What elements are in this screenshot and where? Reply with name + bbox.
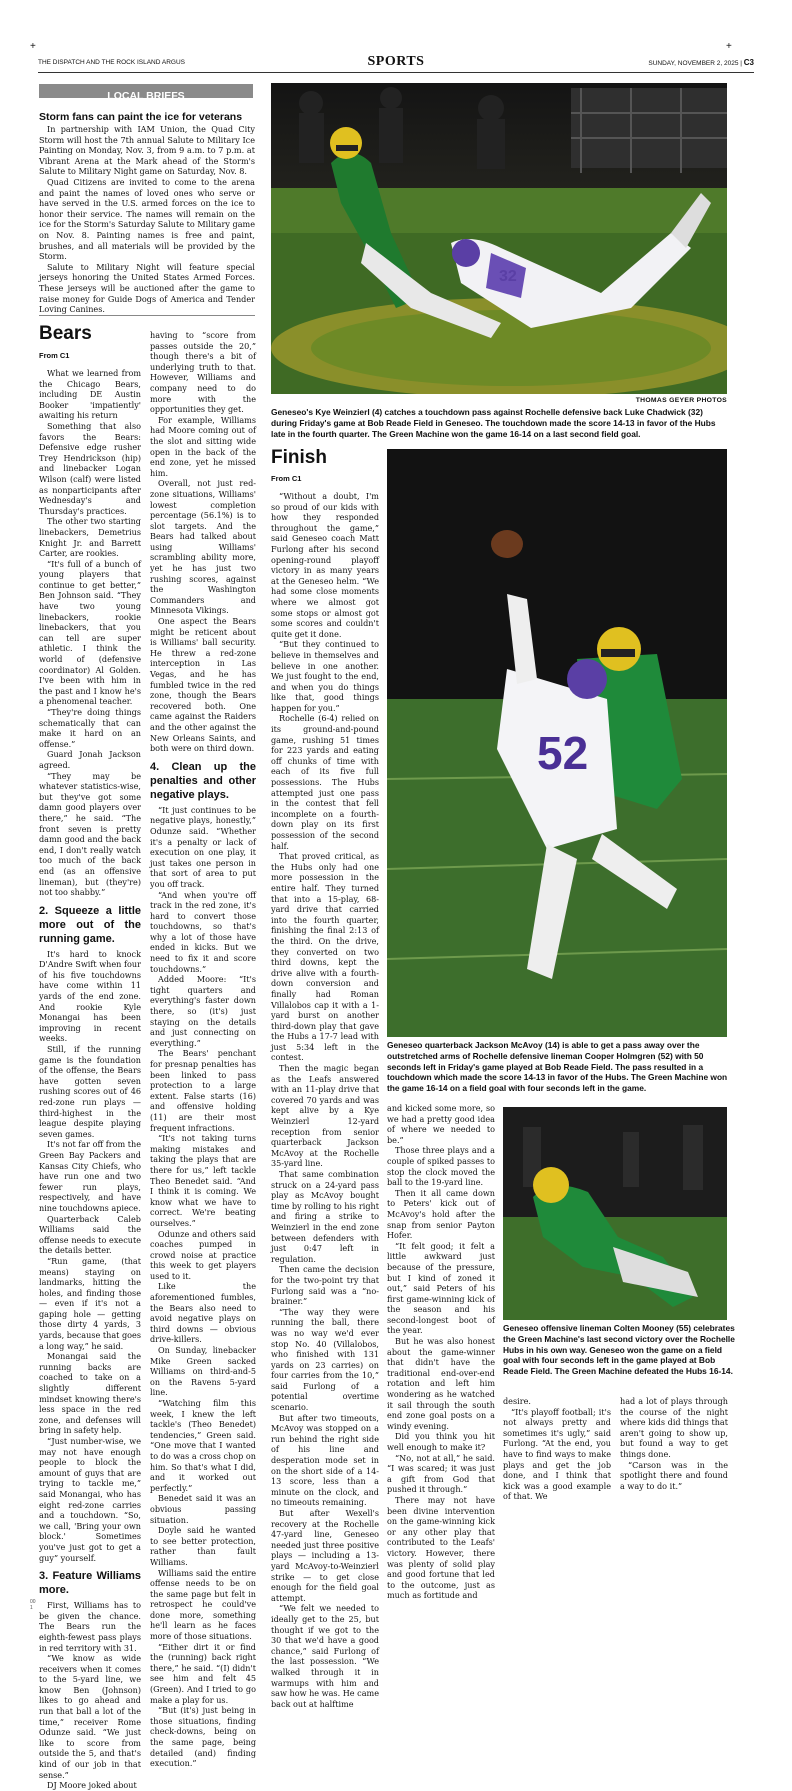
photo-touchdown-catch — [271, 83, 727, 394]
paragraph: Quarterback Caleb Williams said the offense needs to execute the details better. — [39, 1213, 141, 1256]
briefs-paragraph: Quad Citizens are invited to come to the arena and paint the names of loved ones who serve or have served in the U.S. armed forces on the ice to honor their service. The names will remain on the ice for the Storm's Saturday Salute to Military game on Nov. 8. Painting names is free and paint, brushes, and all materials will be provided by the Storm. — [39, 176, 255, 262]
paragraph: “But (it's) just being in those situations, finding check-downs, being on the same page, being detailed (and) finding execution.” — [150, 1705, 256, 1769]
paragraph: Overall, not just red-zone situations, Williams' lowest completion percentage (56.1%) is to slot targets. And the Bears had talked about using Williams' scrambling ability more, yet he has just two rushing scores, against the Washington Commanders and Minnesota Vikings. — [150, 478, 256, 616]
touchdown-catch-image — [271, 83, 727, 394]
paragraph: The Bears' penchant for presnap penalties has been linked to pass protection to a large extent. False starts (16) and offensive holding (11) are their most frequent infractions. — [150, 1048, 256, 1133]
paragraph: That proved critical, as the Hubs only had one more possession in the entire half. They turned that into a 15-play, 68-yard drive that carried into the fourth quarter, finishing the final 2:13 of the third. On the drive, they converted on two third downs, kept the drive alive with a fourth-down conversion and finally had Roman Villalobos cap it with a 1-yard burst on another third-down play that gave the Hubs a 17-7 lead with just 5:34 left in the contest. — [271, 851, 379, 1063]
paragraph: Doyle said he wanted to see better protection, rather than fault Williams. — [150, 1525, 256, 1567]
defender-jersey-number: 32 — [499, 268, 517, 285]
paragraph: Like the aforementioned fumbles, the Bears also need to avoid negative plays on third downs — obvious drive-killers. — [150, 1281, 256, 1345]
paragraph: What we learned from the Chicago Bears, including DE Austin Booker 'impatiently' awaiting his return — [39, 368, 141, 421]
paragraph: But after two timeouts, McAvoy was stopped on a run behind the right side of his line and desperation mode set in on the short side of a 14-13 score, less than a minute on the clock, and no timeouts remaining. — [271, 1412, 379, 1508]
paragraph: Then it all came down to Peters' kick out of McAvoy's hold after the snap from senior Payton Hofer. — [387, 1187, 495, 1241]
section-title: SPORTS — [367, 54, 425, 69]
football-icon — [491, 530, 523, 558]
paragraph: Added Moore: “It's tight quarters and everything's faster down there, so (it's) just staying on the details and just connecting on everything.” — [150, 974, 256, 1048]
paragraph: Williams said the entire offense needs to be on the same page but felt in retrospect he could've done more, something he'll learn as he faces more of those situations. — [150, 1567, 256, 1642]
finish-headline: Finish — [271, 447, 327, 468]
finish-column-4 — [620, 1396, 728, 1491]
photo-lineman-celebration — [503, 1107, 727, 1320]
publication-name: THE DISPATCH AND THE ROCK ISLAND ARGUS — [38, 59, 185, 66]
paragraph: “They're doing things schematically that can make it hard on an offense.” — [39, 707, 141, 749]
bears-headline: Bears — [39, 323, 92, 344]
paragraph: It's hard to knock D'Andre Swift when four of his five touchdowns have come within 11 yards of the end zone. And rookie Kyle Monangai has been improving in recent weeks. — [39, 948, 141, 1044]
finish-column-2 — [387, 1103, 495, 1601]
crop-mark-right: + — [726, 41, 732, 52]
page-date: SUNDAY, NOVEMBER 2, 2025 — [648, 60, 739, 67]
page-date-block — [648, 58, 754, 67]
paragraph: Monangai said the running backs are coached to take on a slightly different mindset knowing there's less space in the red zone, and defenses will bring in safety help. — [39, 1351, 141, 1436]
paragraph: “Watching film this week, I knew the left tackle's (Theo Benedet) tendencies,” Green said. “One move that I wanted to do was a cross chop on him. So that's what I did, and it worked out perfectly.” — [150, 1398, 256, 1493]
paragraph: “No, not at all,” he said. “I was scared; it was just a gift from God that pushed it through.” — [387, 1452, 495, 1495]
paragraph: But after Wexell's recovery at the Rochelle 47-yard line, Geneseo needed just three positive plays — including a 13-yard McAvoy-to-Weinzierl strike — to get close enough for the field goal attempt. — [271, 1508, 379, 1603]
finish-column-3 — [503, 1396, 611, 1502]
paragraph: First, Williams has to be given the chance. The Bears run the eighth-fewest pass plays in red territory with 31. — [39, 1600, 141, 1653]
paragraph: having to “score from passes outside the 20,” though there's a bit of underlying truth to that. However, Williams and company need to do more with the opportunities they get. — [150, 330, 256, 415]
briefs-body — [39, 124, 255, 315]
paragraph: and kicked some more, so we had a pretty good idea of where we needed to be.” — [387, 1103, 495, 1145]
paragraph: Did you think you hit well enough to make it? — [387, 1431, 495, 1452]
header-rule — [38, 72, 754, 73]
paragraph: “It felt good; it felt a little awkward just because of the pressure, but I kind of zoned it out,” said Peters of his first game-winning kick of the season and his second-longest boot of the year. — [387, 1240, 495, 1336]
page-header — [38, 54, 754, 72]
briefs-banner — [39, 84, 253, 102]
bears-column-2 — [150, 330, 256, 1769]
paragraph: “Without a doubt, I'm so proud of our kids with how they responded throughout the game,” said Geneseo coach Matt Furlong after his second opening-round playoff victory in as many years at the Geneseo helm. “We had some close moments where we almost got some stops or almost got some scores and couldn't quite get it done. — [271, 491, 379, 639]
photo-credit: THOMAS GEYER PHOTOS — [635, 397, 727, 404]
photo-top-caption: Geneseo's Kye Weinzierl (4) catches a touchdown pass against Rochelle defensive back Luke Chadwick (32) during Friday's game at Bob Reade Field in Geneseo. The touchdown made the score 14-13 in favor of the Hubs late in the fourth quarter. The Green Machine won the game 16-14 on a last second field goal. — [271, 407, 716, 439]
paragraph: Then came the decision for the two-point try that Furlong said was a “no-brainer.” — [271, 1264, 379, 1307]
paragraph: “Carson was in the spotlight there and found a way to do it.” — [620, 1459, 728, 1491]
lineman-jersey-number: 52 — [537, 727, 589, 779]
bears-column-1 — [39, 368, 141, 1791]
subheading: 2. Squeeze a little more out of the running game. — [39, 904, 141, 945]
paragraph: DJ Moore joked about — [47, 1780, 137, 1791]
quarterback-pass-image — [387, 449, 727, 1037]
paragraph: “The way they were running the ball, there was no way we'd ever stop No. 40 (Villalobos, who finished with 131 yards on 23 carries) on four carries from the 10,” said Furlong of a potential overtime scenario. — [271, 1306, 379, 1413]
paragraph: Odunze and others said coaches pumped in crowd noise at practice this week to get players used to it. — [150, 1228, 256, 1281]
paragraph: “It's playoff football; it's not always pretty and sometimes it's ugly,” said Furlong. “At the end, you have to find ways to make plays and get the job done, and I think that kick was a good example of that. We — [503, 1406, 611, 1502]
page-number: C3 — [743, 58, 754, 67]
lineman-celebration-image — [503, 1107, 727, 1320]
paragraph: The other two starting linebackers, Demetrius Knight Jr. and Barrett Carter, are rookies. — [39, 516, 141, 559]
briefs-headline: Storm fans can paint the ice for veterans — [39, 111, 243, 123]
paragraph: “Just number-wise, we may not have enough people to block the amount of guys that are trying to tackle me,” said Monangai, who has eight red-zone carries and a touchdown. “So, we call, 'Bring your own block.' Sometimes you've just got to get a guy” yourself. — [39, 1436, 141, 1563]
paragraph: desire. — [503, 1396, 531, 1406]
photo-mid-caption: Geneseo quarterback Jackson McAvoy (14) is able to get a pass away over the outstretched arms of Rochelle defensive lineman Cooper Holmgren (52) with 50 seconds left in Friday's game played at Bob Reade Field. The pass resulted in a touchdown which made the score 14-13 in favor of the Hubs. The Green Machine won the game 16-14 on a field goal with four seconds left in the game. — [387, 1040, 728, 1094]
briefs-paragraph: In partnership with IAM Union, the Quad City Storm will host the 7th annual Salute to Military Ice Painting on Monday, Nov. 3, from 9 a.m. to 7 p.m. at Vibrant Arena at the Mark ahead of the Storm's Salute to Military Night game on Saturday, Nov. 8. — [39, 124, 255, 177]
paragraph: Still, if the running game is the foundation of the offense, the Bears have gotten seven rushing scores out of 46 red-zone run plays — third-highest in the league despite playing seven games. — [39, 1044, 141, 1139]
bears-jump-line: From C1 — [39, 351, 70, 360]
footer-mark: 00 1 — [30, 1599, 36, 1611]
paragraph: Rochelle (6-4) relied on its ground-and-pound game, rushing 51 times for 223 yards and eating off chunks of time with each of its five full possessions. The Hubs attempted just one pass in the contest that fell incomplete on a fourth-down play on its first possession of the second half. — [271, 713, 379, 851]
subheading: 4. Clean up the penalties and other negative plays. — [150, 760, 256, 801]
crop-mark-left: + — [30, 41, 36, 52]
paragraph: That same combination struck on a 24-yard pass play as McAvoy bought time by rolling to his right and firing a strike to Weinzierl in the end zone between defenders with just 0:47 left in regulation. — [271, 1169, 380, 1264]
paragraph: Benedet said it was an obvious passing situation. — [150, 1493, 256, 1525]
paragraph: “We know as wide receivers when it comes to the 5-yard line, we know Ben (Johnson) likes to go ahead and run that ball a lot of the time,” receiver Rome Odunze said. “We just like to score from outside the 5, and that's kind of our job in that sense.” — [39, 1653, 141, 1780]
briefs-paragraph: Salute to Military Night will feature special jerseys honoring the United States Armed Forces. These jerseys will be auctioned after the game to raise money for Guide Dogs of America and Tender Loving Canines. — [39, 261, 255, 315]
photo-small-caption: Geneseo offensive lineman Colten Mooney (55) celebrates the Green Machine's last second victory over the Rochelle Hubs in his own way. Geneseo won the game on a field goal with four seconds left in the game played at Bob Reade Field. The Green Machine defeated the Hubs 16-14. — [503, 1323, 735, 1377]
paragraph: “And when you're off track in the red zone, it's hard to convert those touchdowns, so that's why a lot of those have ended in kicks. But we need to fix it and score touchdowns.” — [150, 889, 256, 974]
paragraph: Something that also favors the Bears: Defensive edge rusher Trey Hendrickson (hip) and linebacker Logan Wilson (calf) were listed as nonparticipants after Wednesday's and Thursday's practices. — [39, 420, 141, 516]
paragraph: “It's not taking turns making mistakes and taking the plays that are there for us,” left tackle Theo Benedet said. “And I think it is coming. We know what we have to correct. We're beating ourselves.” — [150, 1133, 256, 1228]
paragraph: It's not far off from the Green Bay Packers and Kansas City Chiefs, who have run one and two fewer run plays, respectively, and have nine touchdowns apiece. — [39, 1139, 142, 1213]
paragraph: “It just continues to be negative plays, honestly,” Odunze said. “Whether it's a penalty or lack of execution on one play, it just takes one person in that sort of area to put you off track. — [150, 804, 256, 889]
paragraph: “We felt we needed to ideally get to the 25, but thought if we got to the 30 that we'd have a good chance,” said Furlong of the last possession. “We walked through it in warmups with him and saw how he was. He came back out at halftime — [271, 1603, 379, 1709]
paragraph: Then the magic began as the Leafs answered with an 11-play drive that covered 70 yards and was kept alive by a Kye Weinzierl 12-yard reception from senior quarterback Jackson McAvoy at the Rochelle 35-yard line. — [271, 1063, 379, 1169]
paragraph: “It's full of a bunch of young players that continue to get better,” Ben Johnson said. “They have two young linebackers, rookie linebackers, that you can tell are super athletic. I think the world of (defensive coordinator) Al Golden. I've been with him in the past and I know he's a phenomenal teacher. — [39, 558, 141, 707]
paragraph: Guard Jonah Jackson agreed. — [39, 749, 141, 770]
paragraph: had a lot of plays through the course of the night where kids did things that aren't going to show up, but found a way to get things done. — [620, 1396, 728, 1459]
briefs-banner-label: LOCAL BRIEFS — [107, 90, 185, 102]
paragraph: Those three plays and a couple of spiked passes to stop the clock moved the ball to the 19-yard line. — [387, 1145, 495, 1188]
finish-jump-line: From C1 — [271, 474, 302, 483]
briefs-divider — [39, 315, 255, 316]
paragraph: “They may be whatever statistics-wise, but they've got some damn good players over there,” he said. “The front seven is pretty damn good and the back end, I don't really watch too much of the back end (as an offensive lineman), but (they're) not too shabby.” — [39, 770, 141, 898]
paragraph: On Sunday, linebacker Mike Green sacked Williams on third-and-5 on the Ravens 5-yard line. — [150, 1345, 256, 1398]
paragraph: “But they continued to believe in themselves and believe in one another. We just fought to the end, and when you do things like that, good things happen for you.” — [271, 639, 379, 713]
photo-quarterback-pass — [387, 449, 727, 1037]
paragraph: There may not have been divine intervention on the game-winning kick or any other play that contributed to the Leafs' victory. However, there was plenty of solid play and good fortune that led to the outcome, just as much as fortitude and — [387, 1494, 495, 1601]
paragraph: “Either dirt it or find the (running) back right there,” he said. “(I) didn't see him and felt 45 (Green). And I tried to go make a play for us. — [150, 1641, 256, 1705]
paragraph: One aspect the Bears might be reticent about is Williams' ball security. He threw a red-zone interception in Las Vegas, and he has fumbled twice in the red zone, though the Bears recovered both. One came against the Raiders and the other against the New Orleans Saints, and both were on third down. — [150, 616, 256, 754]
date-divider: | — [740, 60, 744, 67]
subheading: 3. Feature Williams more. — [39, 1570, 141, 1597]
paragraph: For example, Williams had Moore coming out of the slot and sitting wide open in the back of the end zone, yet he missed him. — [150, 414, 256, 478]
paragraph: But he was also honest about the game-winner that didn't have the traditional end-over-end rotation and left him wondering as he watched it sail through the south end zone goal posts on a windy evening. — [387, 1336, 495, 1431]
finish-column-1 — [271, 491, 379, 1709]
paragraph: “Run game, (that means) staying on landmarks, hitting the holes, and finding those — even if it's not a gaping hole — getting those dirty 4 yards, 3 yards, because that goes a long way,” he said. — [39, 1255, 141, 1351]
